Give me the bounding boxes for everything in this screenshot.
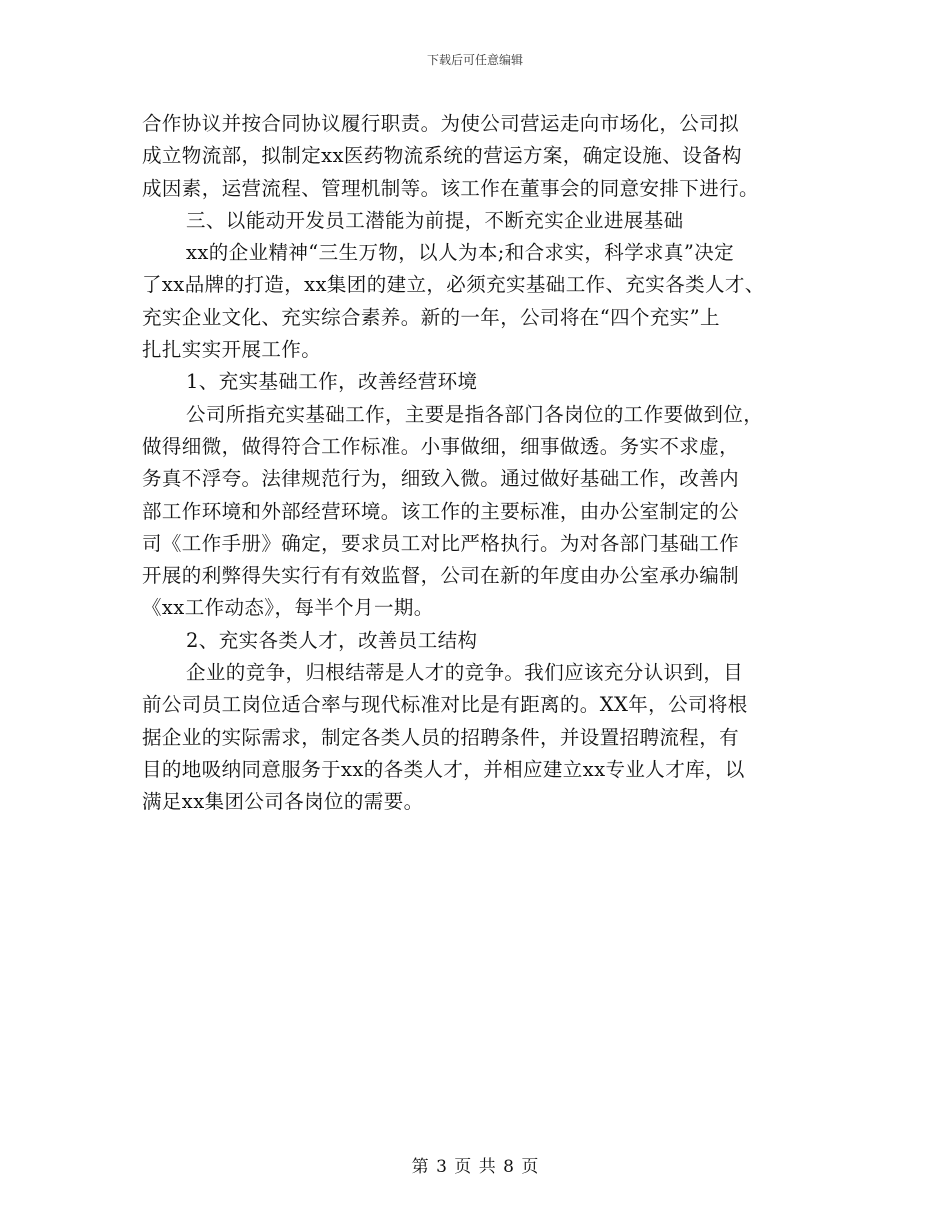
text-line: 据企业的实际需求，制定各类人员的招聘条件，并设置招聘流程，有 xyxy=(142,725,740,749)
text-line: 部工作环境和外部经营环境。该工作的主要标准，由办公室制定的公 xyxy=(142,499,740,523)
text-line: 务真不浮夸。法律规范行为，细致入微。通过做好基础工作，改善内 xyxy=(142,467,740,491)
text-line: 企业的竞争，归根结蒂是人才的竞争。我们应该充分认识到，目 xyxy=(186,661,744,685)
text-line: 成因素，运营流程、管理机制等。该工作在董事会的同意安排下进行。 xyxy=(142,176,759,200)
subsection-heading: 1、充实基础工作，改善经营环境 xyxy=(186,370,478,394)
text-line: 扎扎实实开展工作。 xyxy=(142,338,322,362)
text-line: 司《工作手册》确定，要求员工对比严格执行。为对各部门基础工作 xyxy=(142,531,740,555)
text-line: 满足xx集团公司各岗位的需要。 xyxy=(142,790,424,814)
page-number: 第 3 页 共 8 页 xyxy=(411,1157,539,1177)
text-line: 充实企业文化、充实综合素养。新的一年，公司将在“四个充实”上 xyxy=(142,305,720,329)
text-line: 前公司员工岗位适合率与现代标准对比是有距离的。XX年，公司将根 xyxy=(142,693,748,717)
text-line: 了xx品牌的打造，xx集团的建立，必须充实基础工作、充实各类人才、 xyxy=(142,273,765,297)
document-body xyxy=(142,108,822,819)
text-line: 合作协议并按合同协议履行职责。为使公司营运走向市场化，公司拟 xyxy=(142,112,740,135)
text-line: 目的地吸纳同意服务于xx的各类人才，并相应建立xx专业人才库，以 xyxy=(142,757,745,781)
text-line: 开展的利弊得失实行有有效监督，公司在新的年度由办公室承办编制 xyxy=(142,564,740,588)
text-line: 成立物流部，拟制定xx医药物流系统的营运方案，确定设施、设备构 xyxy=(142,144,742,168)
page-header: 下载后可任意编辑 xyxy=(426,53,523,67)
text-line: 《xx工作动态》，每半个月一期。 xyxy=(142,596,434,620)
text-line: xx的企业精神“三生万物，以人为本;和合求实，科学求真”决定 xyxy=(186,241,735,265)
subsection-heading: 2、充实各类人才，改善员工结构 xyxy=(186,628,478,652)
text-line: 公司所指充实基础工作，主要是指各部门各岗位的工作要做到位， xyxy=(186,402,764,426)
text-line: 做得细微，做得符合工作标准。小事做细，细事做透。务实不求虚， xyxy=(142,434,740,458)
section-heading: 三、以能动开发员工潜能为前提，不断充实企业进展基础 xyxy=(186,208,684,232)
